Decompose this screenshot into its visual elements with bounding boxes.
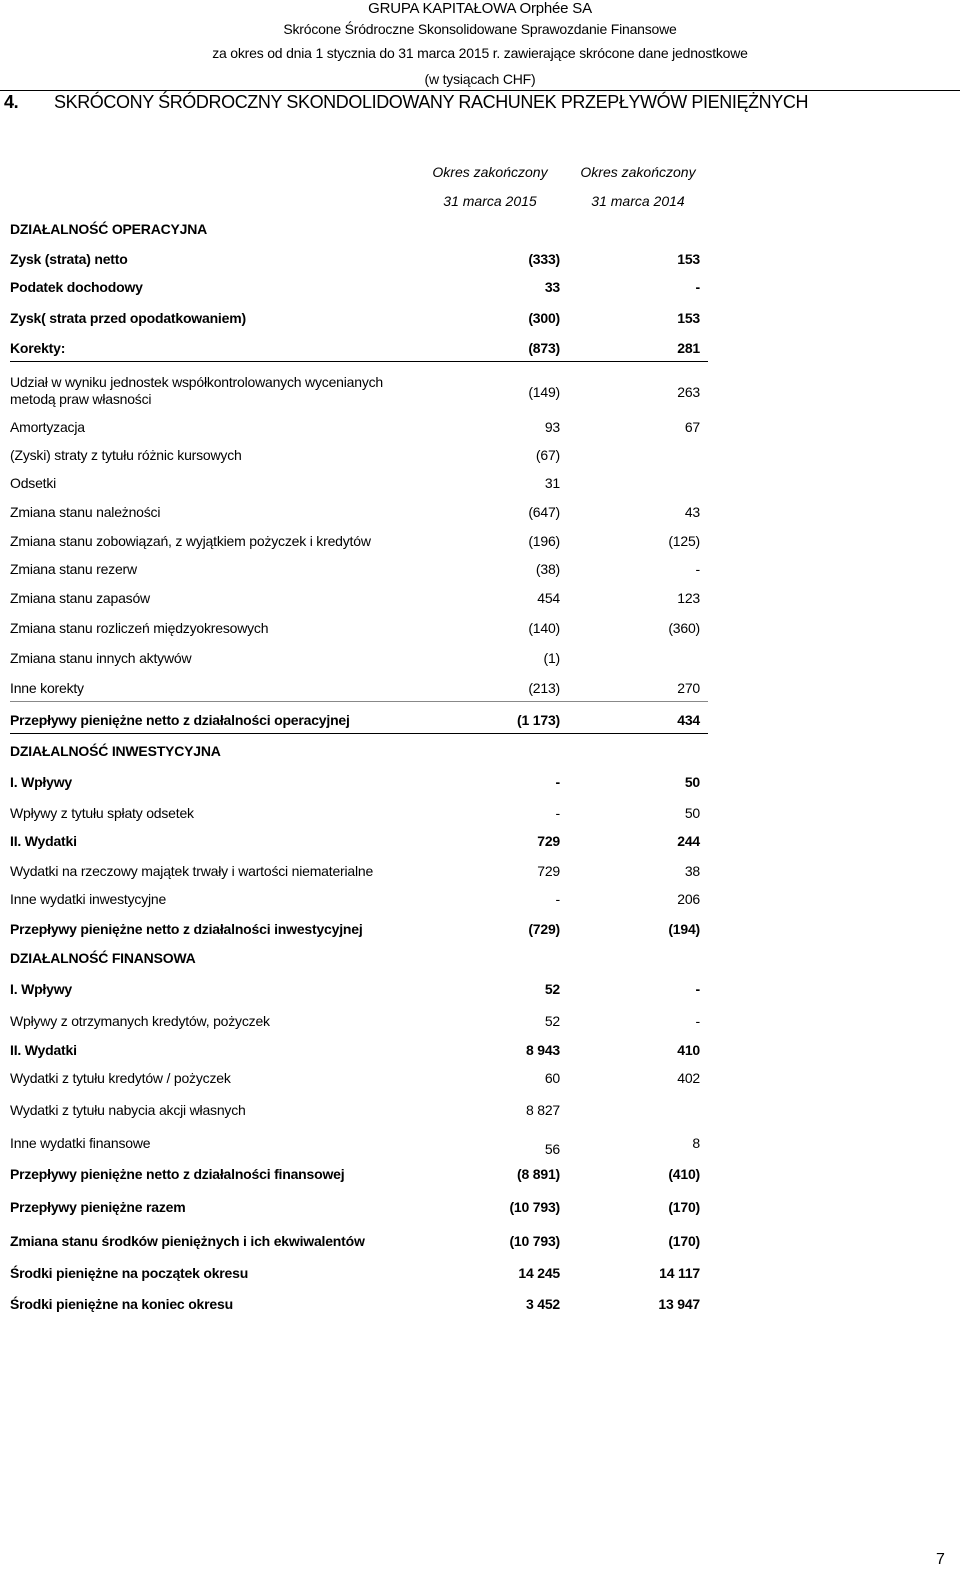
row-label: I. Wpływy: [10, 981, 72, 997]
value-2014: (170): [668, 1199, 700, 1215]
company-name: GRUPA KAPITAŁOWA Orphée SA: [368, 0, 592, 17]
value-2015: (1 173): [517, 712, 560, 728]
value-2014: 8: [692, 1135, 700, 1151]
row-label: Inne wydatki finansowe: [10, 1135, 151, 1151]
value-2015: (8 891): [517, 1166, 560, 1182]
row-label: Przepływy pieniężne netto z działalności finansowej: [10, 1166, 345, 1182]
column-header-2015-line1: Okres zakończony: [432, 164, 548, 180]
value-2014: 50: [684, 805, 700, 821]
value-2015: (140): [528, 620, 560, 636]
row-label: Zysk( strata przed opodatkowaniem): [10, 310, 246, 326]
row-label: Zmiana stanu zapasów: [10, 590, 150, 606]
value-2014: -: [695, 1013, 700, 1029]
value-2015: 729: [537, 833, 560, 849]
value-2015: -: [555, 774, 560, 790]
section-heading: [4, 92, 808, 113]
value-2015: -: [555, 805, 560, 821]
value-2015: 8 827: [525, 1102, 560, 1118]
row-label: Zmiana stanu środków pieniężnych i ich ekwiwalentów: [10, 1233, 365, 1249]
value-2015: (196): [528, 533, 560, 549]
value-2014: 13 947: [658, 1296, 700, 1312]
report-title: Skrócone Śródroczne Skonsolidowane Sprawozdanie Finansowe: [283, 21, 677, 37]
row-label: DZIAŁALNOŚĆ INWESTYCYJNA: [10, 743, 221, 759]
value-2014: 410: [677, 1042, 700, 1058]
value-2014: 153: [677, 310, 700, 326]
value-2014: -: [695, 981, 700, 997]
value-2015: 52: [544, 1013, 560, 1029]
row-label: Zmiana stanu rezerw: [10, 561, 137, 577]
value-2014: -: [695, 561, 700, 577]
row-label: Korekty:: [10, 340, 66, 356]
row-label: DZIAŁALNOŚĆ OPERACYJNA: [10, 221, 208, 237]
column-header-2014-line2: 31 marca 2014: [591, 193, 685, 209]
value-2015: 56: [544, 1141, 560, 1157]
value-2014: (410): [668, 1166, 700, 1182]
column-header-2015-line2: 31 marca 2015: [443, 193, 537, 209]
row-label: Wydatki na rzeczowy majątek trwały i wartości niematerialne: [10, 863, 374, 879]
value-2015: 33: [544, 279, 560, 295]
value-2015: (873): [528, 340, 560, 356]
value-2014: 263: [677, 384, 700, 400]
row-label: Zmiana stanu innych aktywów: [10, 650, 192, 666]
value-2014: 123: [677, 590, 700, 606]
row-label: Zmiana stanu zobowiązań, z wyjątkiem pożyczek i kredytów: [10, 533, 371, 549]
value-2014: 434: [677, 712, 700, 728]
value-2015: (213): [528, 680, 560, 696]
value-2014: 153: [677, 251, 700, 267]
value-2015: (729): [528, 921, 560, 937]
row-label: Zysk (strata) netto: [10, 251, 128, 267]
value-2015: 52: [544, 981, 560, 997]
value-2014: 206: [677, 891, 700, 907]
row-label: II. Wydatki: [10, 1042, 77, 1058]
value-2014: -: [695, 279, 700, 295]
page-number: 7: [936, 1551, 945, 1568]
value-2014: 43: [684, 504, 700, 520]
value-2015: 60: [544, 1070, 560, 1086]
value-2014: (125): [668, 533, 700, 549]
value-2014: 402: [677, 1070, 700, 1086]
row-label: II. Wydatki: [10, 833, 77, 849]
value-2015: 8 943: [525, 1042, 560, 1058]
row-label: Inne korekty: [10, 680, 84, 696]
page-header: [0, 0, 960, 92]
value-2015: 3 452: [525, 1296, 560, 1312]
value-2014: 244: [677, 833, 700, 849]
row-label: Wpływy z otrzymanych kredytów, pożyczek: [10, 1013, 270, 1029]
value-2014: 270: [677, 680, 700, 696]
value-2014: 50: [684, 774, 700, 790]
value-2015: (149): [528, 384, 560, 400]
row-label: Wydatki z tytułu nabycia akcji własnych: [10, 1102, 246, 1118]
row-label: Udział w wyniku jednostek współkontrolowanych wycenianych metodą praw własności: [10, 374, 384, 407]
row-label: Wydatki z tytułu kredytów / pożyczek: [10, 1070, 231, 1086]
row-label: Przepływy pieniężne netto z działalności inwestycyjnej: [10, 921, 363, 937]
row-label: Zmiana stanu należności: [10, 504, 161, 520]
row-share-of-jv-result: [10, 374, 708, 410]
value-2015: 93: [544, 419, 560, 435]
row-label: Przepływy pieniężne netto z działalności operacyjnej: [10, 712, 350, 728]
row-label: Podatek dochodowy: [10, 279, 143, 295]
row-label: (Zyski) straty z tytułu różnic kursowych: [10, 447, 242, 463]
value-2014: 281: [677, 340, 700, 356]
row-label: Środki pieniężne na koniec okresu: [10, 1296, 233, 1312]
column-header-2014-line1: Okres zakończony: [580, 164, 696, 180]
report-period: za okres od dnia 1 stycznia do 31 marca 2015 r. zawierające skrócone dane jednostkowe: [212, 45, 748, 61]
row-label: Amortyzacja: [10, 419, 85, 435]
value-2014: (194): [668, 921, 700, 937]
value-2014: (170): [668, 1233, 700, 1249]
row-label: Środki pieniężne na początek okresu: [10, 1265, 249, 1281]
value-2014: 14 117: [659, 1265, 700, 1281]
value-2015: -: [555, 891, 560, 907]
value-2015: (1): [543, 650, 560, 666]
row-label: DZIAŁALNOŚĆ FINANSOWA: [10, 950, 196, 966]
row-label: Przepływy pieniężne razem: [10, 1199, 186, 1215]
value-2014: 38: [684, 863, 700, 879]
value-2015: (333): [528, 251, 560, 267]
row-label: Wpływy z tytułu spłaty odsetek: [10, 805, 194, 821]
row-label: I. Wpływy: [10, 774, 72, 790]
header-divider: [0, 90, 960, 91]
row-label: Zmiana stanu rozliczeń międzyokresowych: [10, 620, 269, 636]
value-2015: (10 793): [509, 1199, 560, 1215]
value-2015: 729: [537, 863, 560, 879]
value-2015: (10 793): [509, 1233, 560, 1249]
value-2015: 14 245: [518, 1265, 560, 1281]
row-label: Odsetki: [10, 475, 57, 491]
value-2014: 67: [684, 419, 700, 435]
value-2015: (67): [535, 447, 560, 463]
section-title: SKRÓCONY ŚRÓDROCZNY SKONDOLIDOWANY RACHUNEK PRZEPŁYWÓW PIENIĘŻNYCH: [54, 92, 809, 112]
value-2015: 454: [537, 590, 560, 606]
value-2015: (300): [528, 310, 560, 326]
value-2014: (360): [668, 620, 700, 636]
value-2015: 31: [544, 475, 560, 491]
value-2015: (38): [535, 561, 560, 577]
row-label: Inne wydatki inwestycyjne: [10, 891, 167, 907]
value-2015: (647): [528, 504, 560, 520]
report-currency: (w tysiącach CHF): [424, 71, 536, 87]
section-number: 4.: [4, 92, 19, 112]
